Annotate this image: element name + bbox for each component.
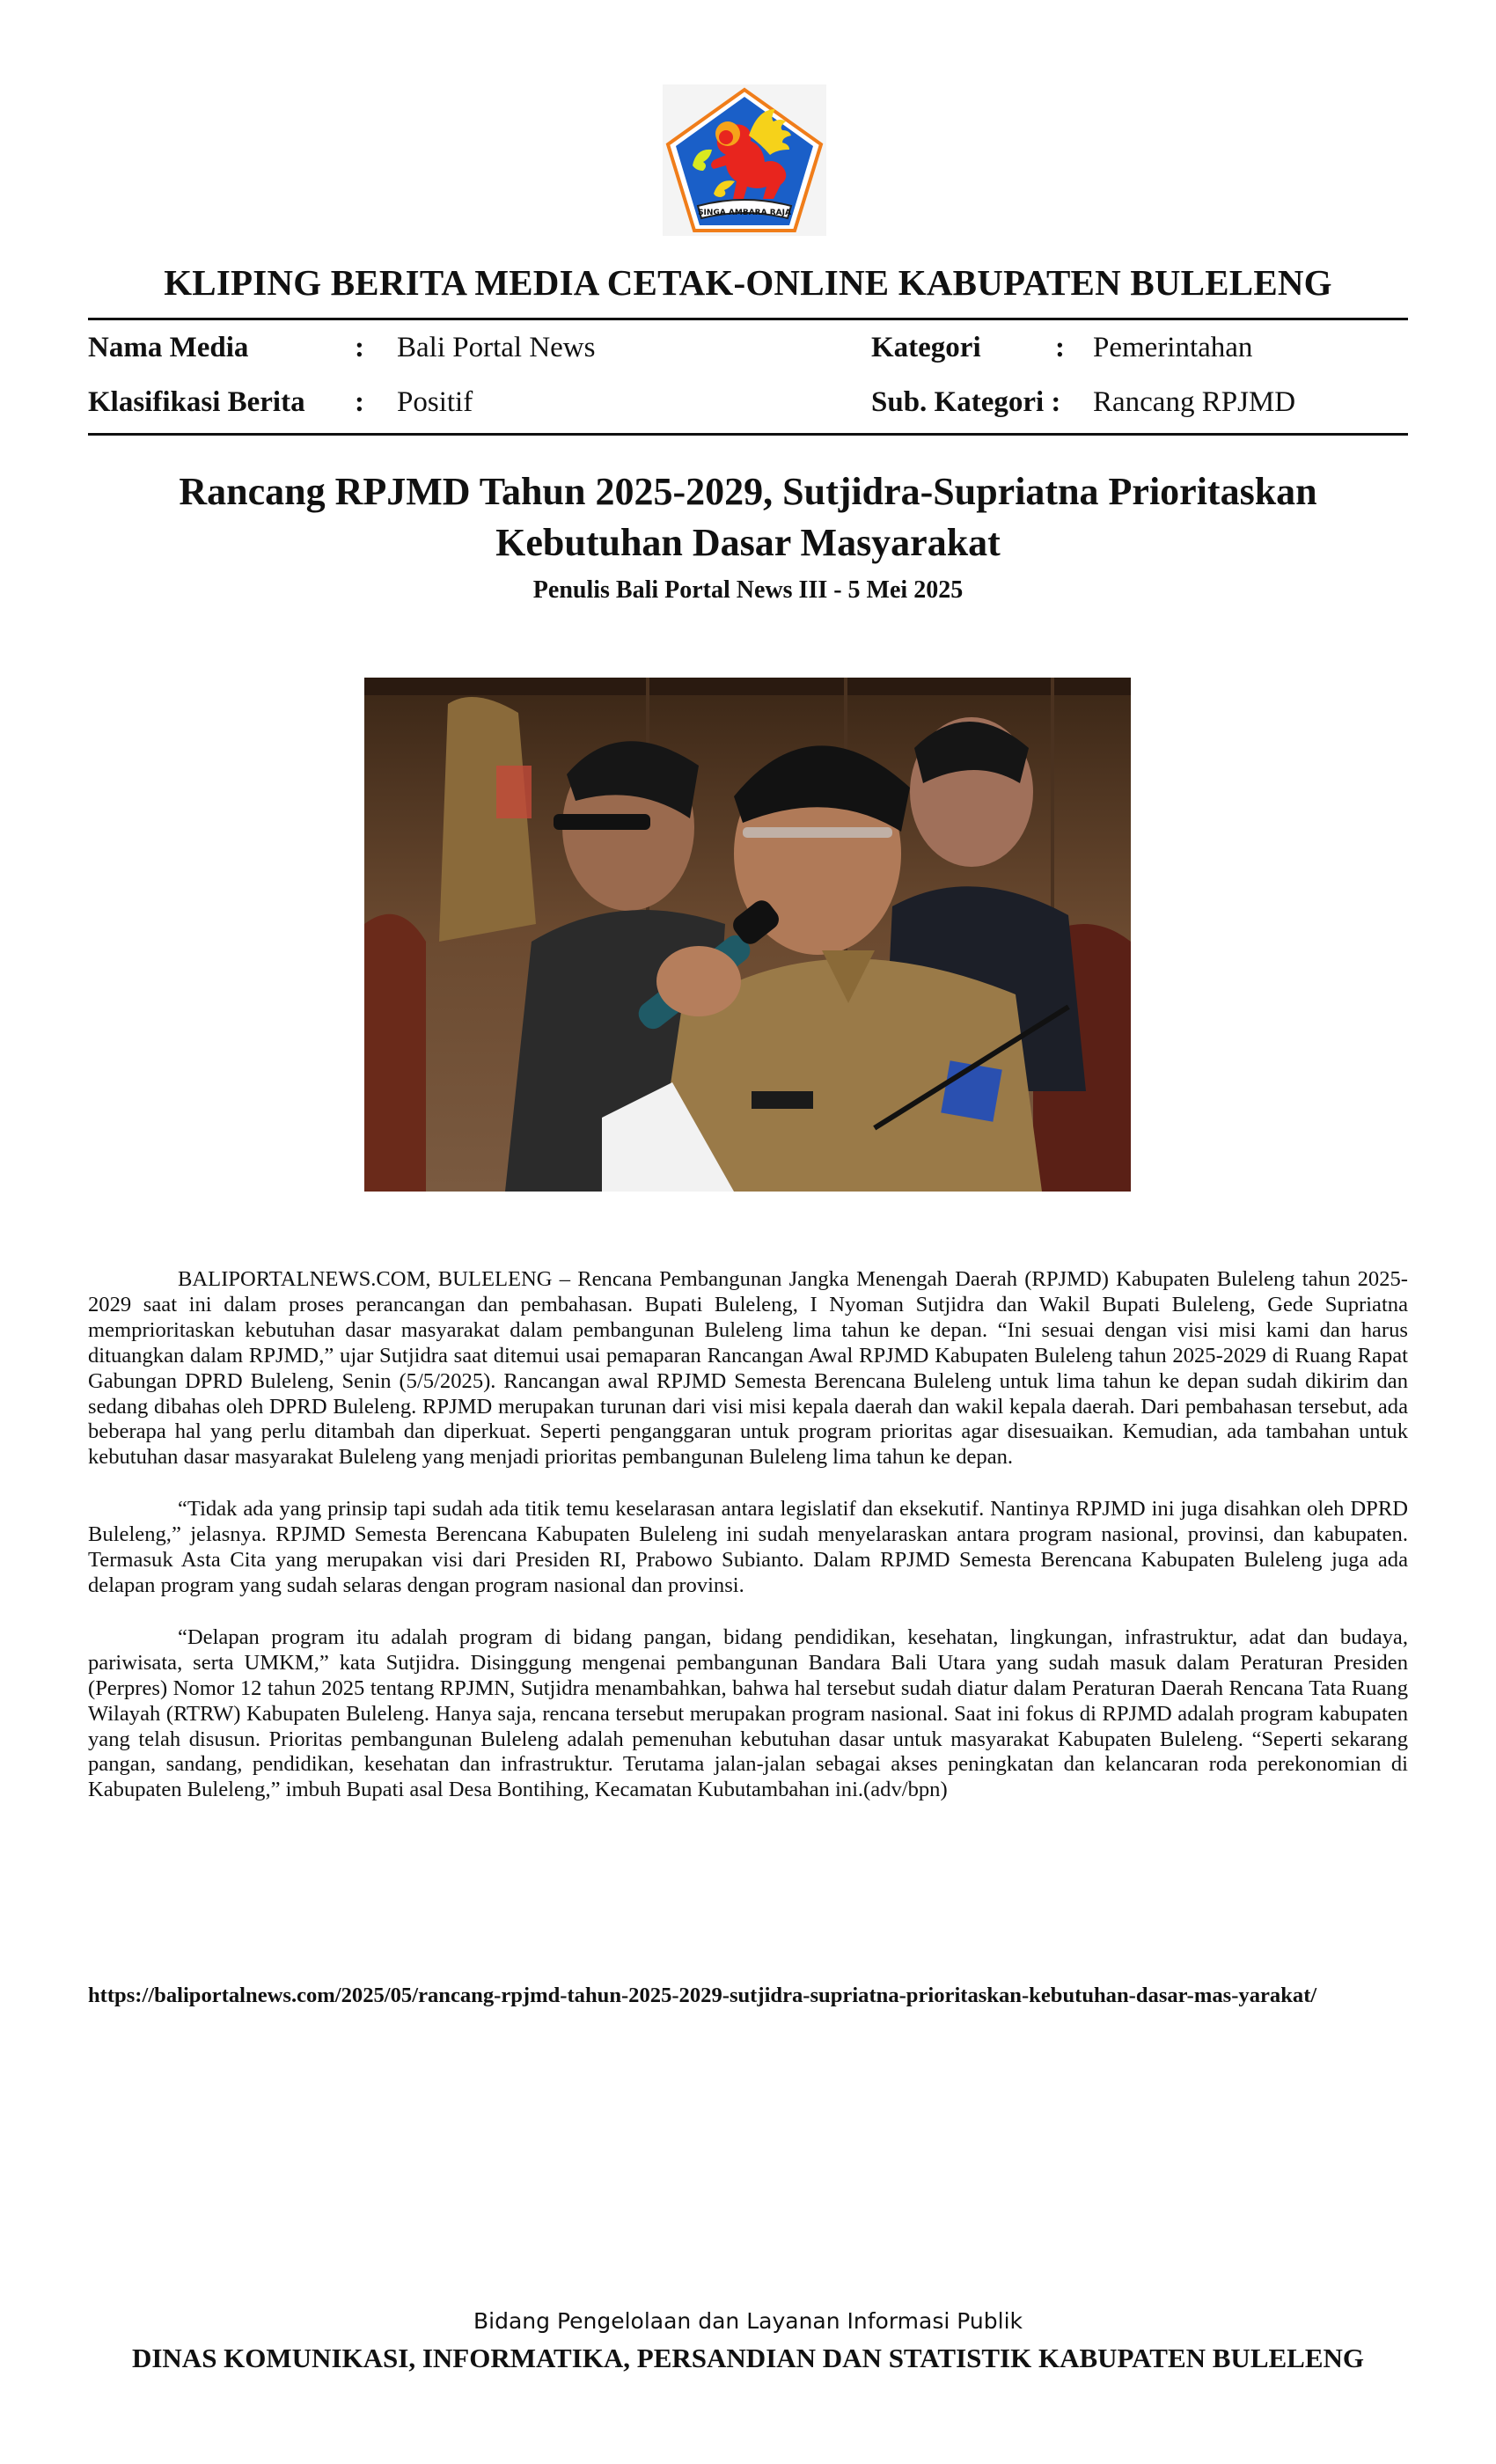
headline-line-2: Kebutuhan Dasar Masyarakat xyxy=(495,521,1001,564)
article-paragraph-1: BALIPORTALNEWS.COM, BULELENG – Rencana Pembangunan Jangka Menengah Daerah (RPJMD) Kabupaten Buleleng tahun 2025-2029 saat ini dalam proses perancangan dan pembahasan. Bupati Buleleng, I Nyoman Sutjidra dan Wakil Bupati Buleleng, Gede Supriatna memprioritaskan kebutuhan dasar masyarakat dalam pembangunan Buleleng lima tahun ke depan. “Ini sesuai dengan visi misi kami dan harus dituangkan dalam RPJMD,” ujar Sutjidra saat ditemui usai pemaparan Rancangan Awal RPJMD Kabupaten Buleleng tahun 2025-2029 di Ruang Rapat Gabungan DPRD Buleleng, Senin (5/5/2025). Rancangan awal RPJMD Semesta Berencana Buleleng untuk lima tahun ke depan sudah dikirim dan sedang dibahas oleh DPRD Buleleng. RPJMD merupakan turunan dari visi misi kepala daerah dan wakil kepala daerah. Dari pembahasan tersebut, ada beberapa hal yang perlu ditambah dan diperkuat. Seperti penganggaran untuk program prioritas agar disesuaikan. Kemudian, ada tambahan untuk kebutuhan dasar masyarakat Buleleng yang menjadi prioritas pembangunan Buleleng lima tahun ke depan. xyxy=(88,1267,1408,1470)
kategori-colon: : xyxy=(1055,332,1065,363)
svg-text:SINGA AMBARA RAJA: SINGA AMBARA RAJA xyxy=(698,209,791,217)
meta-kategori-row xyxy=(871,326,1408,370)
header-top-divider xyxy=(88,318,1408,320)
klasifikasi-berita-label: Klasifikasi Berita xyxy=(88,386,305,418)
buleleng-regency-logo xyxy=(663,84,826,236)
meta-klasifikasi-row xyxy=(88,380,722,424)
nama-media-colon: : xyxy=(355,332,364,363)
kategori-value: Pemerintahan xyxy=(1093,332,1253,363)
article-body xyxy=(88,1267,1408,1830)
clipping-document-title: KLIPING BERITA MEDIA CETAK-ONLINE KABUPATEN BULELENG xyxy=(164,262,1332,303)
article-byline: Penulis Bali Portal News III - 5 Mei 2025 xyxy=(532,576,964,604)
footer-agency-name: DINAS KOMUNIKASI, INFORMATIKA, PERSANDIAN DAN STATISTIK KABUPATEN BULELENG xyxy=(131,2343,1365,2373)
header-bottom-divider xyxy=(88,433,1408,436)
sub-kategori-value: Rancang RPJMD xyxy=(1093,386,1296,418)
sub-kategori-label: Sub. Kategori : xyxy=(871,386,1061,418)
klasifikasi-colon: : xyxy=(355,386,364,418)
nama-media-value: Bali Portal News xyxy=(397,332,596,363)
nama-media-label: Nama Media xyxy=(88,332,249,363)
article-paragraph-2: “Tidak ada yang prinsip tapi sudah ada titik temu keselarasan antara legislatif dan eksekutif. Nantinya RPJMD ini juga disahkan oleh DPRD Buleleng,” jelasnya. RPJMD Semesta Berencana Kabupaten Buleleng ini sudah menyelaraskan antara program nasional, provinsi, dan kabupaten. Termasuk Asta Cita yang merupakan visi dari Presiden RI, Prabowo Subianto. Dalam RPJMD Semesta Berencana Kabupaten Buleleng juga ada delapan program yang sudah selaras dengan program nasional dan provinsi. xyxy=(88,1497,1408,1597)
article-paragraph-3: “Delapan program itu adalah program di bidang pangan, bidang pendidikan, kesehatan, lingkungan, infrastruktur, adat dan budaya, pariwisata, serta UMKM,” kata Sutjidra. Disinggung mengenai pembangunan Bandara Bali Utara yang sudah masuk dalam Peraturan Presiden (Perpres) Nomor 12 tahun 2025 tentang RPJMN, Sutjidra menambahkan, bahwa hal tersebut sudah diatur dalam Peraturan Daerah Rencana Tata Ruang Wilayah (RTRW) Kabupaten Buleleng. Hanya saja, rencana tersebut merupakan program nasional. Saat ini fokus di RPJMD adalah program kabupaten yang telah disusun. Prioritas pembangunan Buleleng adalah pemenuhan kebutuhan dasar untuk masyarakat Kabupaten Buleleng. “Seperti sekarang pangan, sandang, pendidikan, kesehatan dan infrastruktur. Terutama jalan-jalan sebagai akses peningkatan dan kelancaran roda perekonomian di Kabupaten Buleleng,” imbuh Bupati asal Desa Bontihing, Kecamatan Kubutambahan ini.(adv/bpn) xyxy=(88,1624,1408,1802)
headline-line-1: Rancang RPJMD Tahun 2025-2029, Sutjidra-Supriatna Prioritaskan xyxy=(179,470,1317,513)
article-headline xyxy=(88,466,1408,568)
source-url-link[interactable]: https://baliportalnews.com/2025/05/rancang-rpjmd-tahun-2025-2029-sutjidra-supriatna-prioritaskan-kebutuhan-dasar-mas-yarakat/ xyxy=(88,1984,1317,2007)
meeting-photo-image xyxy=(364,678,1131,1192)
meta-nama-media-row xyxy=(88,326,722,370)
meta-sub-kategori-row xyxy=(871,380,1408,424)
article-photo xyxy=(364,678,1131,1192)
footer-division-name: Bidang Pengelolaan dan Layanan Informasi Publik xyxy=(473,2308,1023,2334)
kategori-label: Kategori xyxy=(871,332,981,363)
klasifikasi-berita-value: Positif xyxy=(397,386,473,418)
singa-ambara-raja-emblem-icon xyxy=(663,84,826,236)
